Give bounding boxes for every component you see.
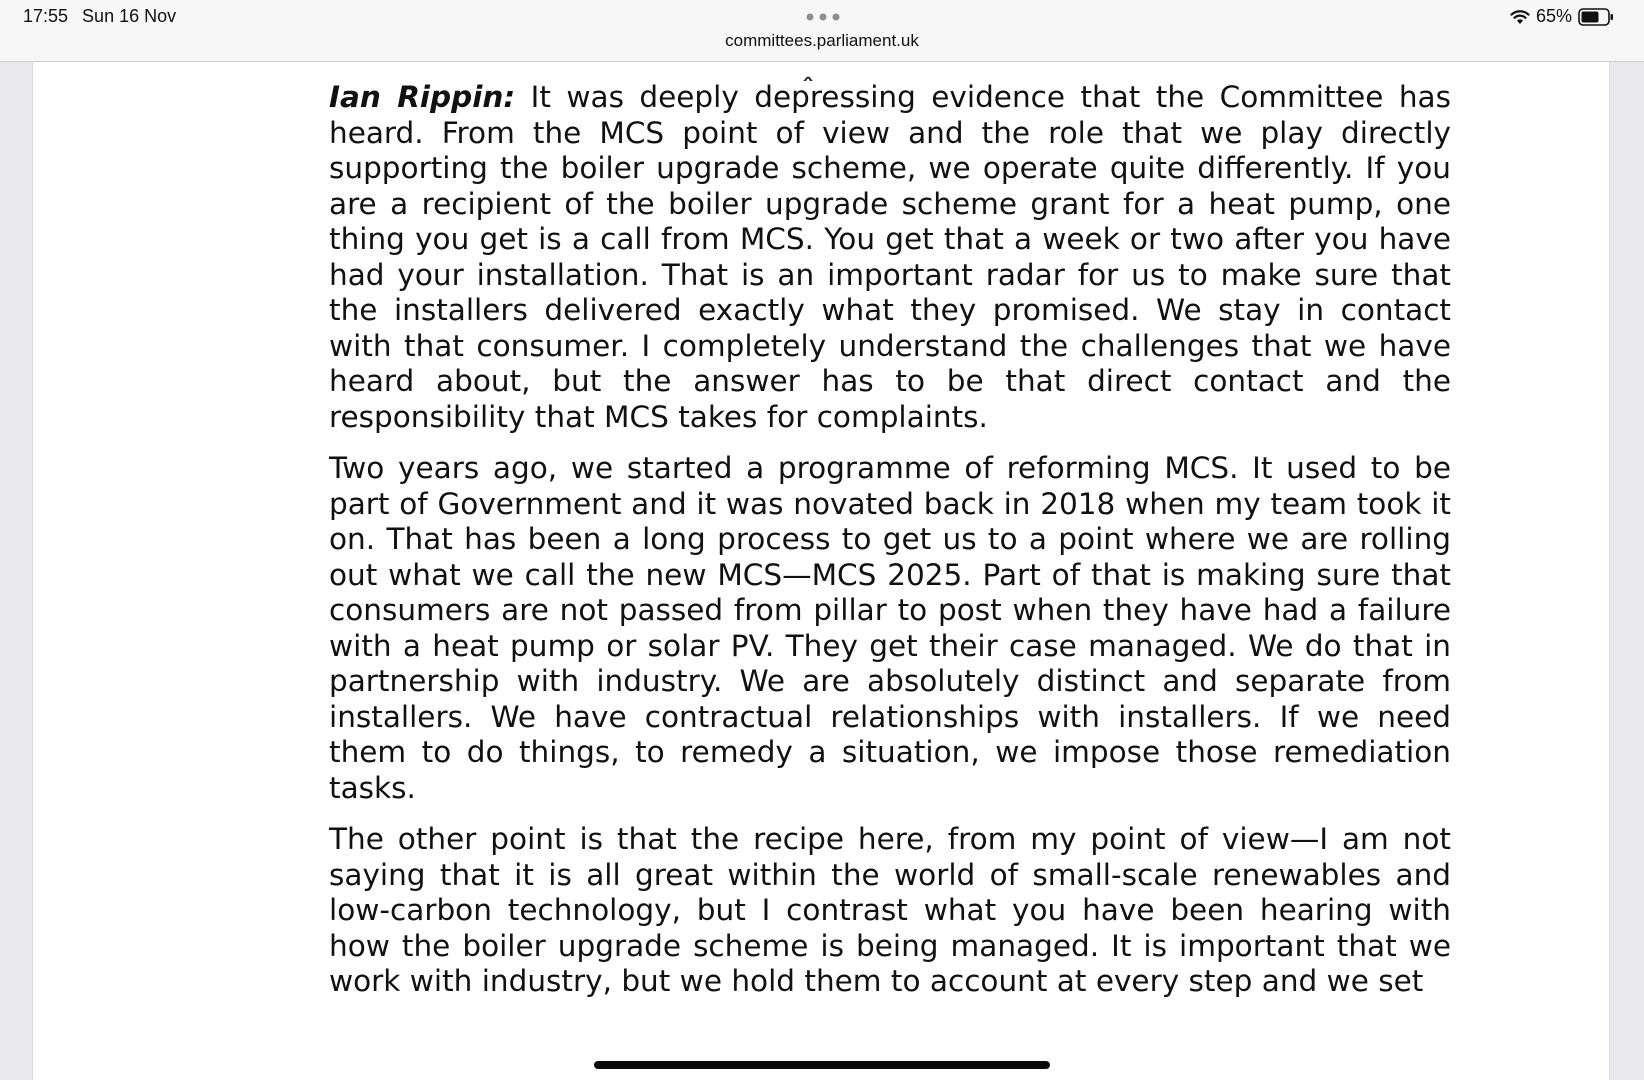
status-right xyxy=(1510,6,1614,27)
battery-icon xyxy=(1578,8,1614,26)
status-time-date xyxy=(23,6,176,27)
status-bar xyxy=(0,0,1644,62)
status-time: 17:55 xyxy=(23,6,69,26)
address-url[interactable]: committees.parliament.uk xyxy=(725,31,919,50)
paragraph-text: Two years ago, we started a programme of reforming MCS. It used to be part of Government and it was novated back in 2018 when my team took it on. That has been a long process to get us to a point where we are rolling out what we call the new MCS—MCS 2025. Part of that is making sure that consumers are not passed from pillar to post when they have had a failure with a heat pump or solar PV. They get their case managed. We do that in partnership with industry. We are absolutely distinct and separate from installers. We have contractual relationships with installers. If we need them to do things, to remedy a situation, we impose those remediation tasks. xyxy=(329,451,1451,805)
document-page xyxy=(32,62,1610,1080)
home-indicator[interactable] xyxy=(594,1061,1050,1069)
paragraph-text: It was deeply depressing evidence that the Committee has heard. From the MCS point of view and the role that we play directly supporting the boiler upgrade scheme, we operate quite differently. If you are a recipient of the boiler upgrade scheme grant for a heat pump, one thing you get is a call from MCS. You get that a week or two after you have had your installation. That is an important radar for us to make sure that the installers delivered exactly what they promised. We stay in contact with that consumer. I completely understand the challenges that we have heard about, but the answer has to be that direct contact and the responsibility that MCS takes for complaints. xyxy=(329,80,1451,434)
transcript-paragraph xyxy=(329,822,1451,1000)
paragraph-text: The other point is that the recipe here, from my point of view—I am not saying that it is all great within the world of small-scale renewables and low-carbon technology, but I contrast what you have been hearing with how the boiler upgrade scheme is being managed. It is important that we work with industry, but we hold them to account at every step and we set xyxy=(329,822,1451,998)
transcript-paragraph xyxy=(329,80,1451,435)
cutoff-text-fragment: ꞈ xyxy=(803,62,813,83)
more-dots-icon[interactable] xyxy=(805,12,841,22)
transcript-content xyxy=(329,80,1451,1016)
speaker-name: Ian Rippin: xyxy=(329,80,516,114)
battery-percent: 65% xyxy=(1535,6,1572,26)
transcript-paragraph xyxy=(329,451,1451,806)
wifi-icon xyxy=(1510,9,1530,25)
status-date: Sun 16 Nov xyxy=(82,6,177,26)
